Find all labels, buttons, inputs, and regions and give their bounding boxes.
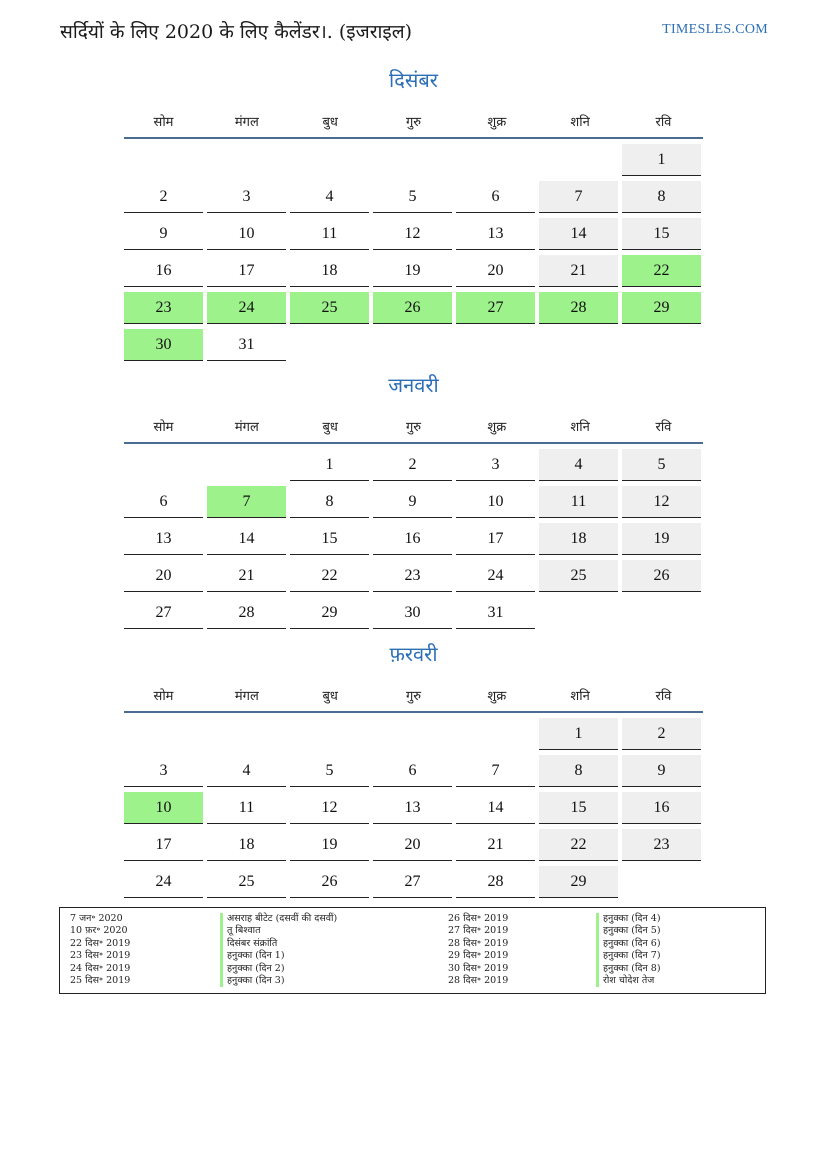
day-cell: 6 [373, 755, 452, 787]
legend-date: 24 दिस॰ 2019 [70, 962, 131, 974]
day-cell: 1 [539, 718, 618, 750]
day-cell: 28 [207, 597, 286, 629]
weekday-label: शनि [570, 420, 590, 435]
weekday-label: बुध [322, 689, 338, 704]
empty-cell [124, 449, 203, 480]
day-cell: 11 [290, 218, 369, 250]
legend-holiday-name: हनुक्का (दिन 5) [596, 925, 766, 937]
site-link[interactable]: TIMESLES.COM [662, 22, 768, 37]
day-cell: 26 [622, 560, 701, 592]
day-cell: 24 [456, 560, 535, 592]
weekday-label: सोम [153, 420, 174, 435]
day-cell: 15 [290, 523, 369, 555]
day-cell: 13 [124, 523, 203, 555]
day-cell: 14 [539, 218, 618, 250]
day-cell: 29 [539, 866, 618, 898]
weekday-label: मंगल [234, 420, 259, 435]
legend-date: 28 दिस॰ 2019 [448, 974, 509, 986]
day-cell: 7 [456, 755, 535, 787]
empty-cell [373, 718, 452, 749]
legend-date: 27 दिस॰ 2019 [448, 925, 509, 937]
day-cell: 10 [456, 486, 535, 518]
day-cell: 24 [124, 866, 203, 898]
day-cell: 25 [290, 292, 369, 324]
legend-holiday-name: हनुक्का (दिन 4) [596, 913, 766, 925]
legend-holiday-name: हनुक्का (दिन 7) [596, 950, 766, 962]
weekday-label: गुरु [405, 420, 422, 435]
day-cell: 22 [290, 560, 369, 592]
day-cell: 28 [539, 292, 618, 324]
weekday-label: सोम [153, 689, 174, 704]
legend-dates-right [448, 913, 596, 993]
empty-cell [124, 718, 203, 749]
empty-cell [124, 144, 203, 175]
day-cell: 9 [622, 755, 701, 787]
day-cell: 6 [124, 486, 203, 518]
day-cell: 20 [124, 560, 203, 592]
weekday-label: शनि [570, 689, 590, 704]
day-grid [124, 449, 703, 629]
day-cell: 15 [622, 218, 701, 250]
empty-cell [207, 718, 286, 749]
day-cell: 16 [124, 255, 203, 287]
legend-date: 25 दिस॰ 2019 [70, 974, 131, 986]
weekday-label: गुरु [405, 115, 422, 130]
day-cell: 31 [207, 329, 286, 361]
day-cell: 31 [456, 597, 535, 629]
day-cell: 5 [290, 755, 369, 787]
holiday-legend [59, 907, 766, 994]
weekday-label: शनि [570, 115, 590, 130]
day-cell: 26 [290, 866, 369, 898]
day-cell: 4 [539, 449, 618, 481]
day-cell: 18 [539, 523, 618, 555]
weekday-label: शुक्र [487, 115, 507, 130]
weekday-label: मंगल [234, 115, 259, 130]
day-cell: 27 [373, 866, 452, 898]
day-cell: 7 [539, 181, 618, 213]
month-december [124, 65, 703, 361]
legend-holiday-name: हनुक्का (दिन 3) [220, 975, 448, 987]
day-cell: 23 [622, 829, 701, 861]
month-title: फ़रवरी [389, 642, 438, 666]
weekday-header [124, 105, 703, 139]
day-cell: 22 [539, 829, 618, 861]
weekday-label: मंगल [234, 689, 259, 704]
day-cell: 14 [456, 792, 535, 824]
day-cell: 12 [290, 792, 369, 824]
legend-holiday-name: हनुक्का (दिन 1) [220, 950, 448, 962]
weekday-label: शुक्र [487, 420, 507, 435]
day-cell: 3 [456, 449, 535, 481]
day-grid [124, 718, 703, 898]
legend-dates-left [70, 913, 220, 993]
day-cell: 19 [290, 829, 369, 861]
day-cell: 8 [539, 755, 618, 787]
empty-cell [539, 144, 618, 175]
weekday-label: बुध [322, 115, 338, 130]
day-cell: 16 [373, 523, 452, 555]
day-cell: 19 [373, 255, 452, 287]
day-cell: 2 [622, 718, 701, 750]
day-cell: 3 [207, 181, 286, 213]
empty-cell [456, 144, 535, 175]
legend-date: 22 दिस॰ 2019 [70, 937, 131, 949]
legend-date: 29 दिस॰ 2019 [448, 950, 509, 962]
legend-holiday-name: हनुक्का (दिन 6) [596, 938, 766, 950]
weekday-label: रवि [655, 420, 672, 435]
day-cell: 21 [456, 829, 535, 861]
day-cell: 5 [373, 181, 452, 213]
day-cell: 14 [207, 523, 286, 555]
day-cell: 7 [207, 486, 286, 518]
day-cell: 2 [373, 449, 452, 481]
day-cell: 20 [373, 829, 452, 861]
day-cell: 10 [207, 218, 286, 250]
day-cell: 22 [622, 255, 701, 287]
legend-date: 30 दिस॰ 2019 [448, 962, 509, 974]
day-cell: 30 [124, 329, 203, 361]
day-cell: 29 [290, 597, 369, 629]
month-january [124, 370, 703, 629]
day-cell: 27 [456, 292, 535, 324]
weekday-header [124, 679, 703, 713]
legend-date: 10 फ़र॰ 2020 [70, 925, 128, 937]
empty-cell [290, 144, 369, 175]
day-cell: 4 [207, 755, 286, 787]
day-cell: 1 [622, 144, 701, 176]
weekday-label: रवि [655, 689, 672, 704]
legend-holiday-name: असराह बीटेट (दसवीं की दसवीं) [220, 913, 448, 925]
day-cell: 1 [290, 449, 369, 481]
day-cell: 28 [456, 866, 535, 898]
weekday-label: शुक्र [487, 689, 507, 704]
day-cell: 9 [373, 486, 452, 518]
legend-holiday-name: तू बिश्वात [220, 925, 448, 937]
weekday-label: सोम [153, 115, 174, 130]
weekday-label: रवि [655, 115, 672, 130]
day-cell: 11 [207, 792, 286, 824]
day-cell: 10 [124, 792, 203, 824]
day-cell: 18 [207, 829, 286, 861]
day-cell: 25 [207, 866, 286, 898]
day-cell: 4 [290, 181, 369, 213]
day-cell: 25 [539, 560, 618, 592]
day-cell: 8 [622, 181, 701, 213]
weekday-label: गुरु [405, 689, 422, 704]
month-february [124, 639, 703, 898]
empty-cell [207, 144, 286, 175]
day-cell: 17 [124, 829, 203, 861]
day-cell: 11 [539, 486, 618, 518]
day-cell: 12 [373, 218, 452, 250]
day-cell: 30 [373, 597, 452, 629]
day-cell: 20 [456, 255, 535, 287]
day-cell: 21 [207, 560, 286, 592]
legend-holiday-name: दिसंबर संक्रांति [220, 938, 448, 950]
day-cell: 12 [622, 486, 701, 518]
day-cell: 3 [124, 755, 203, 787]
day-cell: 13 [373, 792, 452, 824]
day-cell: 6 [456, 181, 535, 213]
day-cell: 18 [290, 255, 369, 287]
legend-names-right [596, 913, 766, 993]
legend-holiday-name: हनुक्का (दिन 2) [220, 963, 448, 975]
legend-holiday-name: हनुक्का (दिन 8) [596, 963, 766, 975]
legend-names-left [220, 913, 448, 993]
legend-holiday-name: रोश चोदेश तेज [596, 975, 766, 987]
page-title: सर्दियों के लिए 2020 के लिए कैलेंडर।. (इजराइल) [60, 21, 413, 43]
legend-date: 7 जन॰ 2020 [70, 913, 123, 924]
day-cell: 17 [456, 523, 535, 555]
day-cell: 24 [207, 292, 286, 324]
day-cell: 27 [124, 597, 203, 629]
day-cell: 29 [622, 292, 701, 324]
weekday-header [124, 410, 703, 444]
legend-date: 26 दिस॰ 2019 [448, 913, 509, 924]
day-cell: 26 [373, 292, 452, 324]
day-cell: 15 [539, 792, 618, 824]
day-grid [124, 144, 703, 361]
legend-date: 28 दिस॰ 2019 [448, 937, 509, 949]
day-cell: 21 [539, 255, 618, 287]
day-cell: 16 [622, 792, 701, 824]
day-cell: 23 [124, 292, 203, 324]
day-cell: 17 [207, 255, 286, 287]
empty-cell [207, 449, 286, 480]
day-cell: 5 [622, 449, 701, 481]
month-title: जनवरी [388, 373, 439, 397]
day-cell: 13 [456, 218, 535, 250]
day-cell: 23 [373, 560, 452, 592]
weekday-label: बुध [322, 420, 338, 435]
month-title: दिसंबर [389, 68, 438, 92]
day-cell: 9 [124, 218, 203, 250]
empty-cell [290, 718, 369, 749]
day-cell: 8 [290, 486, 369, 518]
legend-date: 23 दिस॰ 2019 [70, 950, 131, 962]
day-cell: 2 [124, 181, 203, 213]
empty-cell [456, 718, 535, 749]
day-cell: 19 [622, 523, 701, 555]
empty-cell [373, 144, 452, 175]
